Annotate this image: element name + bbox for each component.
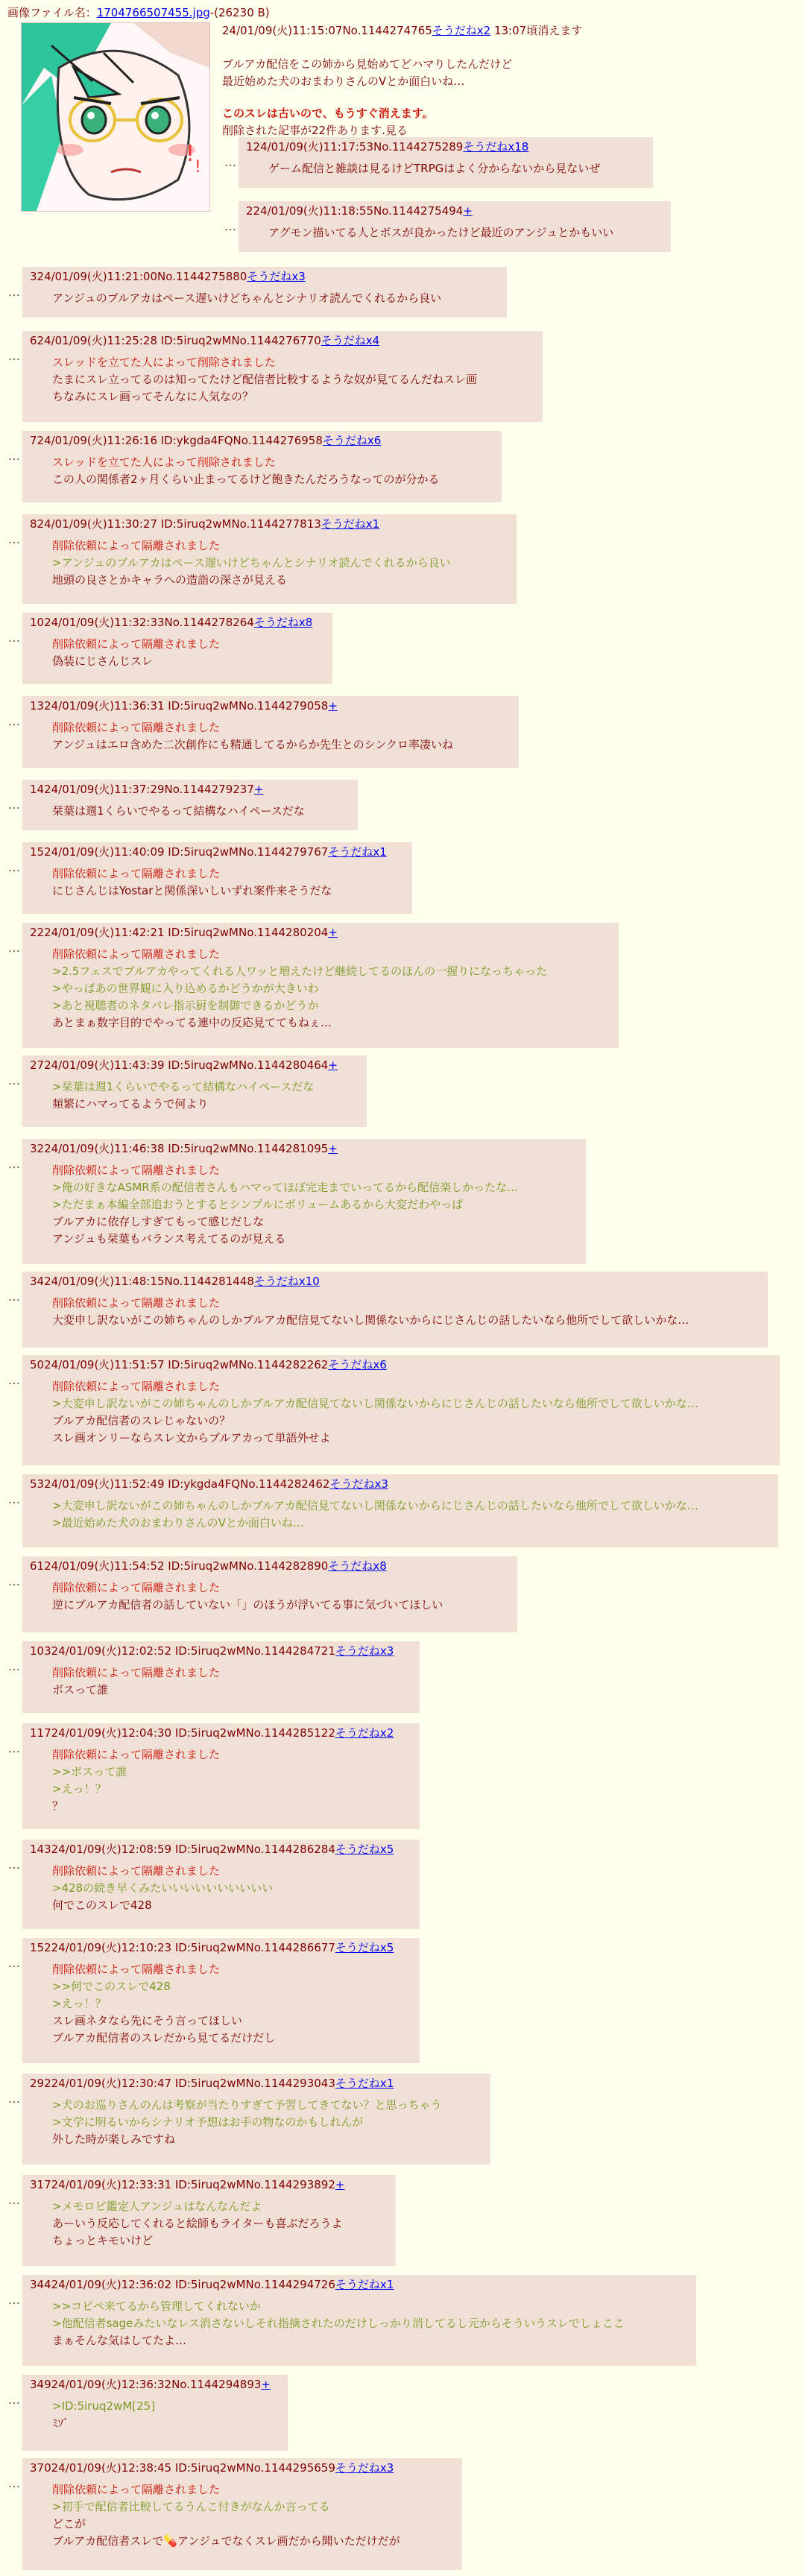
quote-line: >俺の好きなASMR系の配信者さんもハマってほぼ完走までいってるから配信楽しかったな…	[52, 1181, 519, 1194]
sodane-plus-button[interactable]: +	[463, 204, 473, 218]
sodane-plus-button[interactable]: +	[253, 783, 264, 796]
reply-text-line: ？	[52, 1799, 64, 1813]
reply-indent-marker: …	[8, 860, 20, 874]
sodane-button[interactable]: そうだねx5	[335, 1941, 394, 1954]
quote-line: >大変申し訳ないがこの姉ちゃんのしかブルアカ配信見てないし関係ないからにじさんじの話したいなら他所でして欲しいかな…	[52, 1397, 698, 1410]
quote-line: >ただまぁ本編全部追おうとするとシンプルにボリュームあるから大変だわやっぱ	[52, 1198, 464, 1211]
reply-post-row	[6, 696, 519, 768]
reply-post	[22, 1938, 420, 2063]
reply-meta: 124/01/09(火)11:17:53No.1144275289	[246, 140, 464, 154]
reply-text-line: たまにスレ立ってるのは知ってたけど配信者比較するような奴が見てるんだねスレ画	[52, 373, 478, 386]
quote-line: >文学に明るいからシナリオ予想はお手の物なのかもしれんが	[52, 2115, 364, 2129]
reply-header	[30, 268, 493, 285]
reply-body	[30, 2092, 477, 2148]
reply-body	[30, 861, 399, 900]
sodane-button[interactable]: そうだねx1	[321, 517, 380, 531]
reply-meta: 5024/01/09(火)11:51:57 ID:5iruq2wMNo.1144282262	[30, 1358, 329, 1371]
reply-indent-marker: …	[8, 631, 20, 645]
reply-header	[30, 1357, 766, 1374]
reply-header	[30, 432, 488, 449]
reply-text-line: どこが	[52, 2517, 86, 2531]
omitted-posts-notice[interactable]: 削除された記事が22件あります.見る	[222, 124, 408, 137]
reply-post-row	[6, 2275, 696, 2366]
reply-indent-marker: …	[8, 285, 20, 299]
op-sodane-button[interactable]: そうだねx2	[432, 24, 491, 37]
sodane-button[interactable]: そうだねx3	[329, 1477, 388, 1491]
deletion-notice: 削除依頼によって隔離されました	[52, 947, 221, 961]
sodane-button[interactable]: そうだねx8	[253, 616, 313, 629]
reply-post-row	[6, 1556, 517, 1632]
quote-line: >2.5フェスでブルアカやってくれる人ワッと増えたけど継続してるのほんの一握りになっちゃった	[52, 965, 548, 978]
reply-post-row	[6, 842, 412, 914]
sodane-button[interactable]: そうだねx6	[322, 434, 382, 447]
reply-indent-marker: …	[8, 1073, 20, 1087]
reply-post-row	[6, 1840, 420, 1929]
reply-text-line: この人の関係者2ヶ月くらい止まってるけど飽きたんだろうなってのが分かる	[52, 473, 440, 486]
deletion-notice: 削除依頼によって隔離されました	[52, 2483, 221, 2496]
reply-indent-marker: …	[8, 1741, 20, 1755]
reply-header	[30, 2460, 449, 2477]
reply-text-line: ブルアカ配信者のスレだから見てるだけだし	[52, 2031, 276, 2045]
reply-meta: 624/01/09(火)11:25:28 ID:5iruq2wMNo.1144276770	[30, 334, 321, 347]
reply-header	[30, 844, 399, 861]
reply-header	[30, 2075, 477, 2092]
reply-post	[239, 201, 671, 252]
reply-body	[30, 1374, 766, 1447]
deletion-notice: 削除依頼によって隔離されました	[52, 1581, 221, 1594]
reply-text-line: まぁそんな気はしてたよ…	[52, 2334, 187, 2347]
deletion-notice: 削除依頼によって隔離されました	[52, 1296, 221, 1310]
reply-header	[30, 781, 344, 798]
reply-post	[22, 780, 358, 830]
reply-post	[22, 431, 502, 502]
reply-body	[246, 156, 640, 177]
op-meta: 24/01/09(火)11:15:07No.1144274765	[222, 24, 432, 37]
reply-post-row	[6, 1474, 778, 1547]
reply-meta: 6124/01/09(火)11:54:52 ID:5iruq2wMNo.1144282890	[30, 1559, 329, 1573]
sodane-button[interactable]: そうだねx6	[328, 1358, 387, 1371]
file-label: 画像ファイル名：	[7, 6, 97, 19]
reply-header	[30, 1643, 406, 1660]
reply-indent-marker: …	[8, 1492, 20, 1506]
reply-post-row	[6, 923, 619, 1048]
reply-header	[30, 516, 503, 533]
reply-body	[246, 220, 657, 242]
reply-text-line: スレ画オンリーならスレ文からブルアカって単語外せよ	[52, 1431, 331, 1445]
sodane-plus-button[interactable]: +	[328, 1142, 338, 1155]
reply-body	[30, 1957, 406, 2047]
deletion-notice: 削除依頼によって隔離されました	[52, 1963, 221, 1976]
reply-indent-marker: …	[224, 155, 236, 169]
reply-header	[30, 2276, 683, 2294]
reply-header	[30, 332, 529, 350]
reply-indent-marker: …	[8, 2193, 20, 2207]
reply-indent-marker: …	[8, 532, 20, 546]
reply-body	[30, 1575, 504, 1614]
reply-text-line: ﾐｿﾞ	[52, 2416, 69, 2430]
reply-header	[30, 1476, 765, 1493]
sodane-plus-button[interactable]: +	[335, 2178, 345, 2191]
reply-post	[22, 923, 619, 1048]
reply-text-line: 逆にブルアカ配信者の話していない「」のほうが浮いてる事に気づいてほしい	[52, 1598, 443, 1611]
reply-header	[30, 1841, 406, 1858]
reply-post	[239, 137, 653, 188]
reply-indent-marker: …	[8, 941, 20, 955]
reply-meta: 1324/01/09(火)11:36:31 ID:5iruq2wMNo.1144279058	[30, 699, 329, 713]
reply-text-line: 何でこのスレで428	[52, 1898, 152, 1912]
reply-text-line: 偽装にじさんじスレ	[52, 654, 154, 668]
reply-post-row	[6, 2175, 396, 2266]
reply-body	[30, 2294, 683, 2349]
reply-text-line: アンジュも栞葉もバランス考えてるのが見える	[52, 1232, 286, 1246]
reply-text-line: あーいう反応してくれると絵師もライターも喜ぶだろうよ	[52, 2217, 343, 2230]
reply-meta: 34424/01/09(火)12:36:02 ID:5iruq2wMNo.1144294726	[30, 2278, 335, 2291]
sodane-button[interactable]: そうだねx2	[335, 1726, 394, 1740]
reply-header	[30, 1057, 353, 1074]
sodane-button[interactable]: そうだねx18	[463, 140, 529, 154]
reply-post-row	[6, 1272, 768, 1348]
reply-meta: 3424/01/09(火)11:48:15No.1144281448	[30, 1275, 254, 1288]
quote-line: >最近始めた犬のおまわりさんのVとか面白いね…	[52, 1516, 304, 1530]
reply-header	[30, 614, 319, 631]
reply-indent-marker: …	[8, 798, 20, 812]
reply-text-line: アグモン描いてる人とボスが良かったけど最近のアンジュとかもいい	[268, 226, 614, 239]
quote-line: >428の続き早くみたいいいいいいいいいい	[52, 1881, 274, 1895]
thread-image[interactable]	[21, 22, 210, 212]
reply-body	[30, 1493, 765, 1532]
quote-line: >アンジュのブルアカはペース遅いけどちゃんとシナリオ読んでくれるから良い	[52, 556, 451, 569]
reply-post-row	[6, 2458, 462, 2570]
reply-text-line: アンジュのブルアカはペース遅いけどちゃんとシナリオ読んでくれるから良い	[52, 291, 442, 305]
reply-post-row	[6, 1355, 780, 1465]
reply-header	[30, 1140, 572, 1158]
sodane-button[interactable]: そうだねx4	[321, 334, 380, 347]
reply-post-row	[6, 1641, 420, 1713]
op-line: ブルアカ配信をこの姉から見始めてどハマりしたんだけど	[222, 57, 513, 71]
sodane-button[interactable]: そうだねx1	[335, 2077, 394, 2090]
reply-text-line: 地頭の良さとかキャラへの造詣の深さが見える	[52, 573, 288, 587]
sodane-plus-button[interactable]: +	[328, 699, 338, 713]
reply-body	[30, 1858, 406, 1914]
deletion-notice: スレッドを立てた人によって削除されました	[52, 356, 276, 369]
reply-indent-marker: …	[8, 1289, 20, 1304]
op-header	[222, 22, 796, 40]
quote-line: >大変申し訳ないがこの姉ちゃんのしかブルアカ配信見てないし関係ないからにじさんじの話したいなら他所でして欲しいかな…	[52, 1499, 698, 1512]
reply-indent-marker: …	[8, 1659, 20, 1673]
reply-post-row	[6, 331, 543, 422]
reply-text-line: にじさんじはYostarと関係深いしいずれ案件来そうだな	[52, 884, 332, 897]
reply-post-row	[6, 1938, 420, 2063]
reply-indent-marker: …	[8, 1574, 20, 1588]
deletion-notice: 削除依頼によって隔離されました	[52, 721, 221, 734]
quote-line: >ID:5iruq2wM[25]	[52, 2399, 156, 2413]
reply-meta: 15224/01/09(火)12:10:23 ID:5iruq2wMNo.1144286677	[30, 1941, 335, 1954]
reply-post	[22, 1474, 778, 1547]
reply-meta: 824/01/09(火)11:30:27 ID:5iruq2wMNo.1144277813	[30, 517, 321, 531]
reply-body	[30, 1074, 353, 1113]
reply-post-row	[6, 613, 332, 684]
reply-text-line: 大変申し訳ないがこの姉ちゃんのしかブルアカ配信見てないし関係ないからにじさんじの話したいなら他所でして欲しいかな…	[52, 1313, 689, 1327]
op-line: 最近始めた犬のおまわりさんのVとか面白いね…	[222, 75, 465, 88]
reply-post	[22, 1272, 768, 1348]
deletion-notice: 削除依頼によって隔離されました	[52, 1748, 221, 1761]
quote-line: >>ボスって誰	[52, 1765, 127, 1778]
sodane-button[interactable]: そうだねx3	[335, 1644, 394, 1658]
reply-text-line: ボスって誰	[52, 1683, 109, 1696]
reply-meta: 34924/01/09(火)12:36:32No.1144294893	[30, 2378, 262, 2391]
reply-indent-marker: …	[8, 2393, 20, 2407]
reply-meta: 2224/01/09(火)11:42:21 ID:5iruq2wMNo.1144280204	[30, 926, 329, 939]
reply-indent-marker: …	[8, 1157, 20, 1171]
reply-indent-marker: …	[8, 1956, 20, 1970]
reply-body	[30, 715, 505, 754]
reply-meta: 1024/01/09(火)11:32:33No.1144278264	[30, 616, 254, 629]
reply-text-line: ブルアカ配信者スレで💊アンジュでなくスレ画だから聞いただけだが	[52, 2534, 400, 2548]
reply-header	[30, 1725, 406, 1742]
reply-header	[30, 1273, 754, 1290]
reply-meta: 2724/01/09(火)11:43:39 ID:5iruq2wMNo.1144280464	[30, 1058, 329, 1072]
quote-line: >やっぱあの世界観に入り込めるかどうかが大きいわ	[52, 982, 319, 995]
quote-line: >他配信者sageみたいなレス消さないしそれ指摘されたのだけしっかり消してるし元からそういうスレでしょここ	[52, 2317, 625, 2330]
reply-post	[22, 842, 412, 914]
reply-post	[22, 1641, 420, 1713]
reply-body	[30, 285, 493, 307]
reply-indent-marker: …	[8, 1857, 20, 1872]
reply-post-row	[6, 1723, 420, 1829]
reply-post	[22, 514, 517, 604]
reply-indent-marker: …	[8, 714, 20, 728]
reply-body	[30, 449, 488, 488]
reply-post-row	[6, 2074, 490, 2165]
reply-indent-marker: …	[8, 349, 20, 363]
reply-meta: 10324/01/09(火)12:02:52 ID:5iruq2wMNo.1144284721	[30, 1644, 335, 1658]
reply-header	[30, 924, 605, 941]
quote-line: >えっ！？	[52, 1997, 107, 2010]
reply-indent-marker: …	[8, 2293, 20, 2307]
svg-text:!: !	[195, 158, 201, 177]
sodane-button[interactable]: そうだねx1	[328, 845, 387, 859]
reply-post	[22, 1139, 586, 1264]
reply-body	[30, 350, 529, 405]
svg-text:!: !	[186, 141, 195, 167]
sodane-button[interactable]: そうだねx10	[253, 1275, 320, 1288]
sodane-button[interactable]: そうだねx5	[335, 1843, 394, 1856]
deletion-notice: 削除依頼によって隔離されました	[52, 867, 221, 880]
quote-line: >>コピペ来てるから管理してくれないか	[52, 2299, 261, 2313]
reply-indent-marker: …	[8, 2092, 20, 2106]
reply-meta: 11724/01/09(火)12:04:30 ID:5iruq2wMNo.1144285122	[30, 1726, 335, 1740]
reply-meta: 29224/01/09(火)12:30:47 ID:5iruq2wMNo.1144293043	[30, 2077, 335, 2090]
reply-meta: 31724/01/09(火)12:33:31 ID:5iruq2wMNo.1144293892	[30, 2178, 335, 2191]
reply-post-row	[6, 431, 502, 502]
deletion-notice: 削除依頼によって隔離されました	[52, 1666, 221, 1679]
reply-body	[30, 2194, 382, 2250]
reply-meta: 14324/01/09(火)12:08:59 ID:5iruq2wMNo.1144286284	[30, 1843, 335, 1856]
op-post	[222, 22, 796, 139]
reply-body	[30, 631, 319, 670]
anime-girl-illustration	[22, 23, 209, 211]
reply-text-line: ちなみにスレ画ってそんなに人気なの？	[52, 390, 254, 403]
reply-post-row	[222, 137, 653, 188]
reply-body	[30, 2477, 449, 2550]
reply-meta: 3224/01/09(火)11:46:38 ID:5iruq2wMNo.1144281095	[30, 1142, 329, 1155]
reply-post	[22, 2074, 490, 2165]
sodane-button[interactable]: そうだねx1	[335, 2278, 394, 2291]
sodane-button[interactable]: そうだねx3	[335, 2461, 394, 2475]
reply-text-line: ブルアカに依存しすぎてもって感じだしな	[52, 1215, 265, 1228]
reply-text-line: 頻繁にハマってるようで何より	[52, 1097, 209, 1111]
sodane-plus-button[interactable]: +	[328, 1058, 338, 1072]
deletion-notice: 削除依頼によって隔離されました	[52, 1164, 221, 1177]
reply-text-line: スレ画ネタなら先にそう言ってほしい	[52, 2014, 243, 2027]
reply-post-row	[6, 1139, 586, 1264]
reply-post	[22, 696, 519, 768]
reply-body	[30, 1742, 406, 1815]
sodane-plus-button[interactable]: +	[328, 926, 338, 939]
reply-text-line: ちょっとキモいけど	[52, 2234, 154, 2247]
reply-post-row	[222, 201, 671, 252]
reply-header	[30, 1939, 406, 1957]
reply-post-row	[6, 780, 358, 830]
reply-body	[30, 2393, 274, 2432]
reply-post	[22, 1556, 517, 1632]
reply-post	[22, 2275, 696, 2366]
reply-meta: 5324/01/09(火)11:52:49 ID:ykgda4FQNo.1144282462	[30, 1477, 330, 1491]
file-header	[7, 4, 270, 22]
reply-post-row	[6, 514, 517, 604]
quote-line: >えっ！？	[52, 1782, 107, 1796]
reply-text-line: ブルアカ配信者のスレじゃないの？	[52, 1414, 231, 1427]
reply-meta: 1524/01/09(火)11:40:09 ID:5iruq2wMNo.1144279767	[30, 845, 329, 859]
op-expire: 13:07頃消えます	[490, 24, 583, 37]
reply-post	[22, 613, 332, 684]
quote-line: >あと視聴者のネタバレ指示厨を制御できるかどうか	[52, 999, 319, 1012]
reply-body	[30, 941, 605, 1032]
reply-post	[22, 2458, 462, 2570]
reply-body	[30, 533, 503, 589]
quote-line: >>何でこのスレで428	[52, 1980, 171, 1993]
reply-post	[22, 331, 543, 422]
reply-post	[22, 1055, 367, 1127]
reply-header	[246, 139, 640, 156]
reply-meta: 324/01/09(火)11:21:00No.1144275880	[30, 270, 247, 283]
file-size: -(26230 B)	[209, 6, 270, 19]
reply-post	[22, 2375, 288, 2451]
reply-post	[22, 1723, 420, 1829]
quote-line: >初手で配信者比較してるうんこ付きがなんか言ってる	[52, 2500, 330, 2513]
reply-text-line: ゲーム配信と雑談は見るけどTRPGはよく分からないから見ないぜ	[268, 162, 601, 175]
reply-text-line: あとまぁ数字目的でやってる連中の反応見ててもねぇ…	[52, 1016, 332, 1029]
reply-header	[246, 203, 657, 220]
deletion-notice: 削除依頼によって隔離されました	[52, 637, 221, 651]
reply-text-line: 外した時が楽しみですね	[52, 2133, 176, 2146]
reply-post	[22, 1355, 780, 1465]
reply-meta: 37024/01/09(火)12:38:45 ID:5iruq2wMNo.1144295659	[30, 2461, 335, 2475]
deletion-notice: 削除依頼によって隔離されました	[52, 1864, 221, 1878]
sodane-button[interactable]: そうだねx3	[247, 270, 306, 283]
reply-body	[30, 798, 344, 820]
deletion-notice: 削除依頼によって隔離されました	[52, 1380, 221, 1393]
reply-header	[30, 2376, 274, 2393]
quote-line: >犬のお巡りさんのんは考察が当たりすぎて予習してきてない？と思っちゃう	[52, 2098, 442, 2112]
reply-post-row	[6, 2375, 288, 2451]
reply-meta: 724/01/09(火)11:26:16 ID:ykgda4FQNo.1144276958	[30, 434, 323, 447]
reply-header	[30, 698, 505, 715]
reply-text-line: 栞葉は週1くらいでやるって結構なハイペースだな	[52, 804, 305, 818]
reply-indent-marker: …	[8, 449, 20, 463]
reply-post	[22, 2175, 396, 2266]
reply-body	[30, 1290, 754, 1329]
reply-body	[30, 1660, 406, 1699]
deletion-notice: スレッドを立てた人によって削除されました	[52, 455, 276, 469]
file-link[interactable]: 1704766507455.jpg	[96, 6, 210, 19]
reply-post-row	[6, 267, 507, 318]
reply-text-line: アンジュはエロ含めた二次創作にも精通してるからか先生とのシンクロ率凄いね	[52, 738, 454, 751]
reply-indent-marker: …	[224, 219, 236, 233]
sodane-plus-button[interactable]: +	[261, 2378, 271, 2391]
reply-header	[30, 1558, 504, 1575]
reply-post-row	[6, 1055, 367, 1127]
reply-indent-marker: …	[8, 1373, 20, 1387]
quote-line: >メモロビ鑑定人アンジュはなんなんだよ	[52, 2200, 262, 2213]
reply-indent-marker: …	[8, 2476, 20, 2490]
reply-post	[22, 267, 507, 318]
reply-header	[30, 2176, 382, 2194]
sodane-button[interactable]: そうだねx8	[328, 1559, 387, 1573]
reply-meta: 1424/01/09(火)11:37:29No.1144279237	[30, 783, 254, 796]
deletion-notice: 削除依頼によって隔離されました	[52, 539, 221, 552]
quote-line: >栞葉は週1くらいでやるって結構なハイペースだな	[52, 1080, 315, 1093]
reply-post	[22, 1840, 420, 1929]
expiry-warning: このスレは古いので、もうすぐ消えます。	[222, 107, 434, 120]
reply-body	[30, 1158, 572, 1248]
reply-meta: 224/01/09(火)11:18:55No.1144275494	[246, 204, 464, 218]
